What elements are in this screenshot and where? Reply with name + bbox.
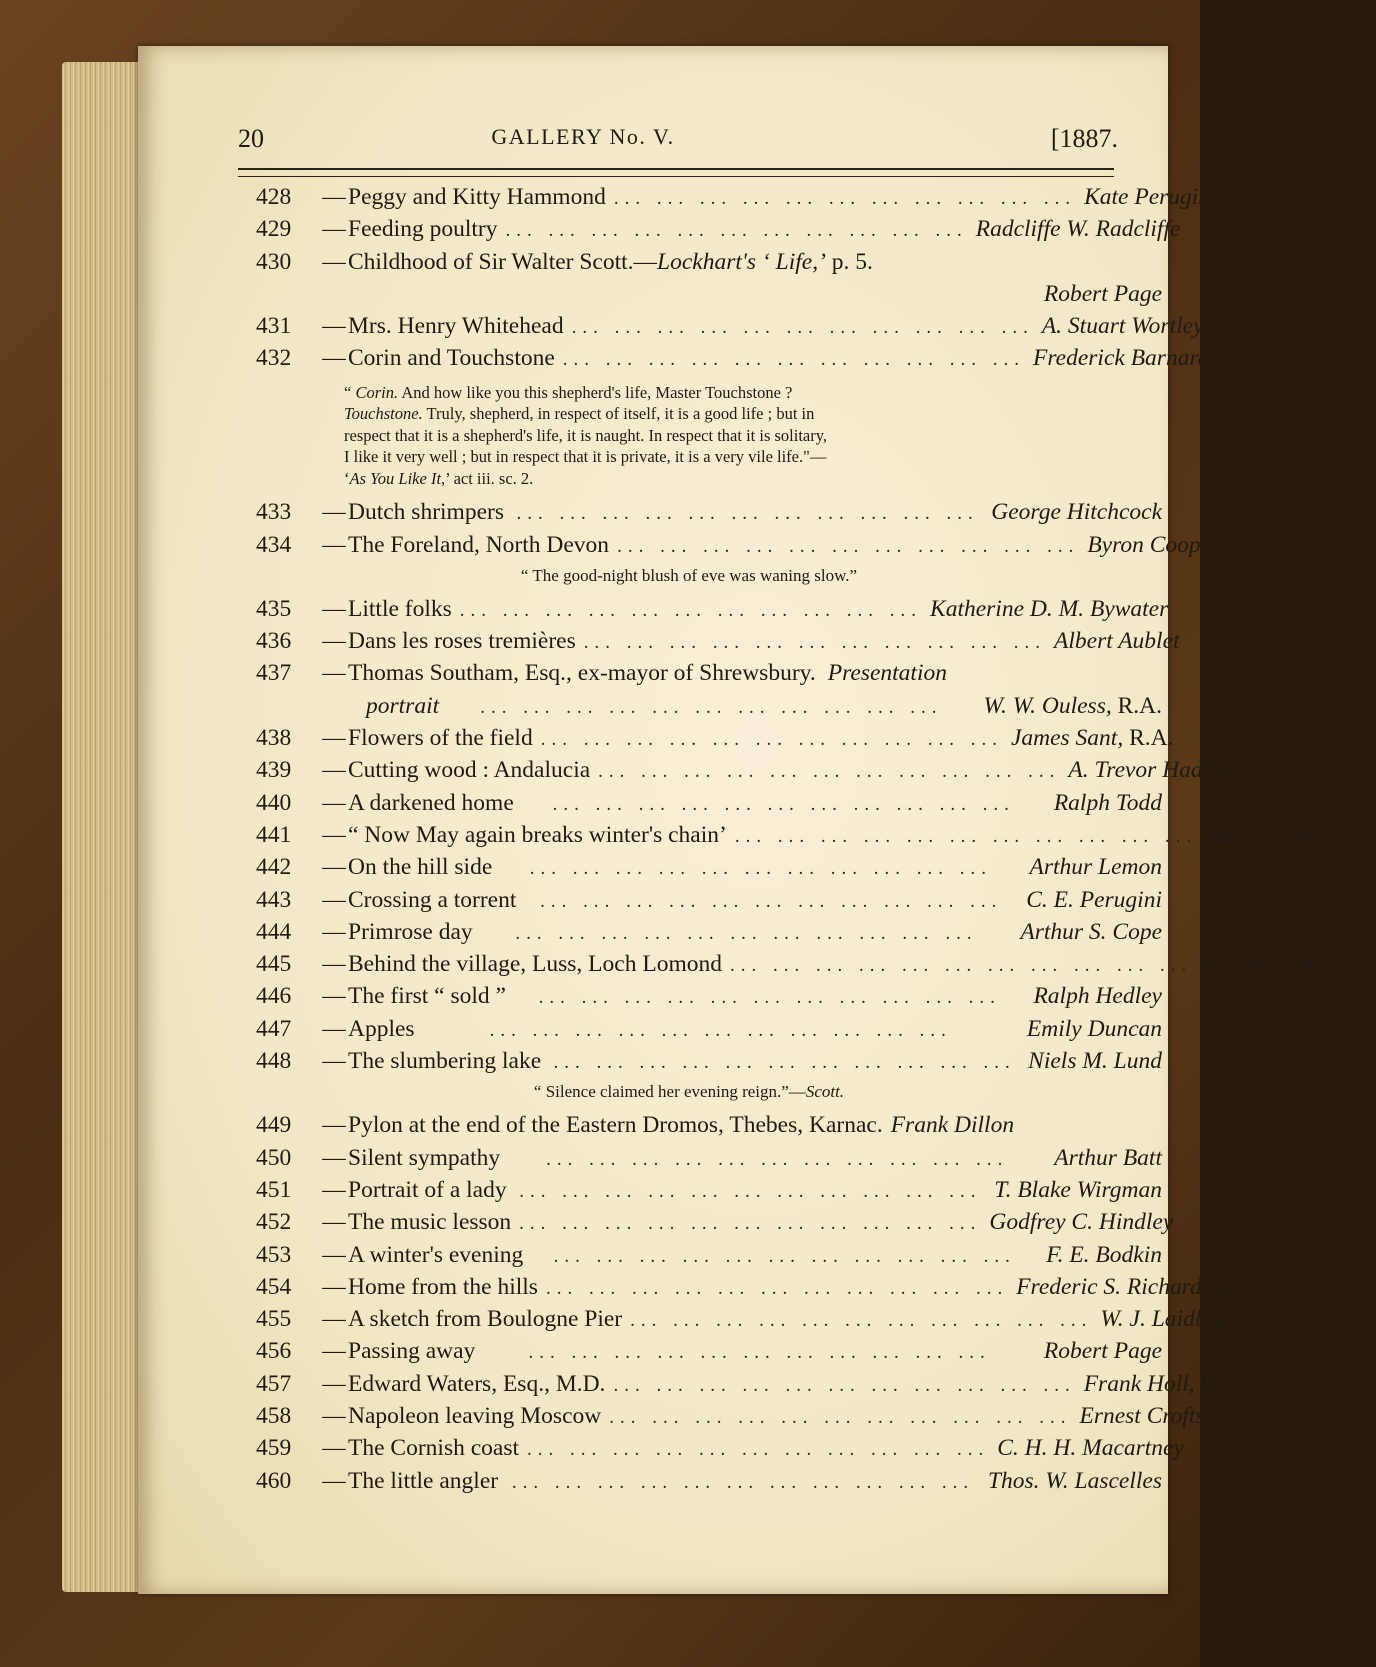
entry-number: 428 bbox=[256, 184, 292, 210]
entry-title: Flowers of the field bbox=[348, 725, 533, 752]
leader-dots: ... ... ... ... ... ... ... ... ... ... ... bbox=[489, 1019, 952, 1041]
entry-artist: Katherine D. M. Bywater bbox=[930, 595, 1169, 622]
entry-dash: — bbox=[322, 1209, 346, 1236]
entry-dash: — bbox=[322, 886, 346, 913]
entry-title: Thomas Southam, Esq., ex-mayor of Shrewsbury. bbox=[348, 660, 816, 687]
leader-dots: ... ... ... ... ... ... ... ... ... ... ... bbox=[540, 729, 1003, 751]
entry-artist: A. Trevor Haddon bbox=[1068, 757, 1238, 784]
entry-artist: C. H. H. Macartney bbox=[997, 1435, 1184, 1462]
entry-title: Silent sympathy bbox=[348, 1144, 501, 1171]
entry-artist: Ralph Todd bbox=[1053, 789, 1162, 816]
entry-title: Apples bbox=[348, 1015, 415, 1042]
entries-group bbox=[256, 184, 1217, 249]
entry-number: 453 bbox=[256, 1241, 292, 1268]
entry-number: 433 bbox=[256, 499, 292, 526]
entry-artist: Radcliffe W. Radcliffe bbox=[975, 216, 1181, 243]
entry-artist: Frank Holl, R.A. bbox=[1083, 1370, 1245, 1397]
entry-dash: — bbox=[322, 757, 346, 784]
leader-dots: ... ... ... ... ... ... ... ... ... ... ... bbox=[540, 890, 1003, 912]
entry-artist-line bbox=[256, 281, 1162, 313]
catalogue-entry bbox=[256, 854, 1162, 886]
leader-dots: ... ... ... ... ... ... ... ... ... ... ... bbox=[609, 1407, 1072, 1428]
catalogue-entry bbox=[256, 1209, 1174, 1241]
entry-number: 435 bbox=[256, 595, 292, 622]
entry-title: Corin and Touchstone bbox=[348, 345, 555, 372]
gallery-title: GALLERY No. V. bbox=[491, 124, 675, 149]
entry-artist: Arthur Batt bbox=[1054, 1144, 1162, 1171]
leader-dots: ... ... ... ... ... ... ... ... ... ... ... bbox=[734, 825, 1198, 847]
entry-title: Dans les roses tremières bbox=[348, 628, 576, 655]
entry-dash: — bbox=[322, 1048, 346, 1075]
entry-title: Primrose day bbox=[348, 918, 473, 945]
leader-dots: ... ... ... ... ... ... ... ... ... ... ... bbox=[617, 535, 1080, 557]
leader-dots: ... ... ... ... ... ... ... ... ... ... ... bbox=[546, 1148, 1009, 1170]
entry-title: Mrs. Henry Whitehead bbox=[348, 313, 564, 340]
leader-dots: ... ... ... ... ... ... ... ... ... ... ... bbox=[505, 220, 968, 242]
entry-dash: — bbox=[322, 1435, 346, 1462]
entry-dash: — bbox=[322, 1176, 346, 1203]
entry-dash: — bbox=[322, 725, 346, 752]
catalogue-entry bbox=[256, 345, 1210, 377]
entry-dash: — bbox=[322, 499, 346, 526]
catalogue-entry bbox=[256, 1338, 1162, 1370]
entry-number: 450 bbox=[256, 1144, 292, 1171]
entry-title: “ Now May again breaks winter's chain’ bbox=[348, 821, 727, 848]
leader-dots: ... ... ... ... ... ... ... ... ... ... ... bbox=[511, 1471, 975, 1493]
leader-dots: ... ... ... ... ... ... ... ... ... ... ... bbox=[529, 858, 992, 880]
leader-dots: ... ... ... ... ... ... ... ... ... ... ... bbox=[583, 632, 1046, 654]
entry-artist: Arthur S. Cope bbox=[1020, 918, 1162, 945]
entry-dash: — bbox=[322, 1403, 346, 1429]
page-number: 20 bbox=[238, 124, 264, 153]
catalogue-entry bbox=[256, 184, 1217, 216]
catalogue-entry bbox=[256, 1370, 1245, 1403]
entry-artist: T. Blake Wirgman bbox=[994, 1176, 1162, 1203]
entry-number: 436 bbox=[256, 628, 292, 655]
entry-number: 432 bbox=[256, 345, 292, 372]
entry-title: A winter's evening bbox=[348, 1241, 524, 1268]
leader-dots: ... ... ... ... ... ... ... ... ... ... ... bbox=[729, 955, 1193, 977]
catalogue-entry bbox=[256, 757, 1238, 789]
entry-dash: — bbox=[322, 1467, 346, 1494]
entry-dash: — bbox=[322, 821, 346, 848]
entry-number: 458 bbox=[256, 1403, 292, 1429]
catalogue-entry bbox=[256, 1177, 1162, 1209]
catalogue-entry bbox=[256, 951, 1376, 983]
page-header bbox=[238, 124, 1138, 164]
entry-artist: Byron Cooper bbox=[1087, 531, 1221, 558]
entry-dash: — bbox=[322, 1015, 346, 1042]
entry-title: Little folks bbox=[348, 595, 452, 622]
entry-dash: — bbox=[322, 1144, 346, 1171]
entry-artist: Niels M. Lund bbox=[1028, 1048, 1162, 1075]
catalogue-entry bbox=[256, 821, 1362, 854]
entry-number: 447 bbox=[256, 1015, 292, 1042]
quotation: “ Corin. And how like you this shepherd's life, Master Touchstone ? Touchstone. Truly, shepherd, in respect of itself, it is a good life ; but in respect that it is a shepherd's life, it is naught. In respect that it is solitary, I like it very well ; but in respect that it is private, it is a very vile life."— ‘As You Like It,’ act iii. sc. 2. bbox=[344, 382, 828, 488]
entry-artist: Godfrey C. Hindley bbox=[989, 1209, 1174, 1236]
entry-artist: Emily Duncan bbox=[1026, 1015, 1162, 1042]
entry-dash: — bbox=[322, 1112, 346, 1139]
entry-number: 429 bbox=[256, 216, 292, 243]
entry-title: Pylon at the end of the Eastern Dromos, Thebes, Karnac. bbox=[348, 1112, 883, 1139]
entry-artist: George Hitchcock bbox=[991, 499, 1162, 526]
entry-title: Edward Waters, Esq., M.D. bbox=[348, 1370, 606, 1397]
entry-number: 439 bbox=[256, 757, 292, 784]
entry-number: 460 bbox=[256, 1467, 292, 1494]
entry-artist: Hamilton Maxwell bbox=[1200, 951, 1376, 978]
entry-artist: W. J. Laidlay bbox=[1100, 1306, 1224, 1333]
entry-artist: Robert Page bbox=[1043, 1338, 1162, 1365]
catalogue-entry bbox=[256, 1435, 1184, 1467]
entry-title: Crossing a torrent bbox=[348, 886, 517, 913]
catalogue-page bbox=[138, 46, 1376, 1594]
entry-number: 446 bbox=[256, 983, 292, 1010]
entry-title: Feeding poultry bbox=[348, 216, 498, 243]
entry-dash: — bbox=[322, 789, 346, 816]
entry-number: 443 bbox=[256, 886, 292, 913]
entry-artist: Robert Page bbox=[1043, 280, 1162, 307]
leader-dots: ... ... ... ... ... ... ... ... ... ... ... bbox=[527, 1439, 990, 1461]
catalogue-entry bbox=[256, 595, 1169, 628]
entries-group bbox=[256, 313, 1210, 378]
leader-dots: ... ... ... ... ... ... ... ... ... ... ... bbox=[545, 1277, 1009, 1299]
entries-list bbox=[256, 184, 1376, 1500]
entry-title: The music lesson bbox=[348, 1209, 512, 1236]
catalogue-entry bbox=[256, 790, 1162, 822]
entry-number: 444 bbox=[256, 918, 292, 945]
entry-number: 452 bbox=[256, 1209, 292, 1236]
entry-dash: — bbox=[322, 854, 346, 881]
catalogue-entry bbox=[256, 1242, 1162, 1274]
leader-dots: ... ... ... ... ... ... ... ... ... ... ... bbox=[553, 1245, 1016, 1267]
catalogue-entry bbox=[256, 216, 1181, 248]
entry-note: Presentation bbox=[827, 660, 947, 687]
entry-title: Passing away bbox=[348, 1338, 476, 1365]
entry-title: Home from the hills bbox=[348, 1273, 538, 1300]
leader-dots: ... ... ... ... ... ... ... ... ... ... ... bbox=[613, 188, 1077, 209]
entry-number: 454 bbox=[256, 1273, 292, 1300]
entry-dash: — bbox=[322, 951, 346, 978]
entry-artist: James Sant, R.A. bbox=[1010, 725, 1174, 752]
entry-dash: — bbox=[322, 184, 346, 210]
entry-number: 441 bbox=[256, 821, 292, 848]
leader-dots: ... ... ... ... ... ... ... ... ... ... ... bbox=[571, 317, 1034, 339]
leader-dots: ... ... ... ... ... ... ... ... ... ... ... bbox=[552, 793, 1015, 815]
entry-number: 445 bbox=[256, 951, 292, 978]
entry-artist: W. W. Ouless, R.A. bbox=[983, 692, 1162, 719]
leader-dots: ... ... ... ... ... ... ... ... ... ... ... bbox=[528, 1342, 991, 1364]
leader-dots: ... ... ... ... ... ... ... ... ... ... ... bbox=[459, 599, 923, 621]
catalogue-entry bbox=[256, 249, 1162, 281]
catalogue-entry bbox=[256, 983, 1162, 1015]
catalogue-entry bbox=[256, 313, 1204, 345]
entry-number: 457 bbox=[256, 1370, 292, 1397]
quotation: “ Silence claimed her evening reign.”—Scott. bbox=[533, 1082, 845, 1102]
entry-dash: — bbox=[322, 983, 346, 1010]
entry-artist: Frank Dillon bbox=[890, 1112, 1015, 1139]
entry-artist: Thos. W. Lascelles bbox=[987, 1467, 1162, 1494]
leader-dots: ... ... ... ... ... ... ... ... ... ... ... bbox=[515, 922, 978, 944]
entry-artist: Walter D. Batley bbox=[1205, 821, 1362, 848]
entry-dash: — bbox=[322, 531, 346, 558]
quotation: “ The good-night blush of eve was waning slow.” bbox=[520, 565, 858, 585]
entry-title: Cutting wood : Andalucia bbox=[348, 757, 591, 784]
entry-dash: — bbox=[322, 660, 346, 687]
entry-title: The little angler bbox=[348, 1467, 499, 1494]
entry-artist: Albert Aublet bbox=[1054, 628, 1180, 655]
entry-number: 449 bbox=[256, 1112, 292, 1139]
entry-artist: F. E. Bodkin bbox=[1046, 1241, 1162, 1268]
entry-number: 459 bbox=[256, 1435, 292, 1462]
leader-dots: ... ... ... ... ... ... ... ... ... ... ... bbox=[613, 1374, 1076, 1396]
catalogue-entry bbox=[256, 499, 1162, 531]
entry-number: 451 bbox=[256, 1176, 292, 1203]
catalogue-entry bbox=[256, 887, 1162, 919]
entry-dash: — bbox=[322, 1370, 346, 1397]
leader-dots: ... ... ... ... ... ... ... ... ... ... ... bbox=[598, 761, 1061, 783]
entry-artist: Kate Perugini bbox=[1084, 184, 1217, 210]
entry-number: 430 bbox=[256, 248, 292, 275]
entry-title: Childhood of Sir Walter Scott.—Lockhart's ‘ Life,’ p. 5. bbox=[348, 248, 873, 275]
entry-dash: — bbox=[322, 1273, 346, 1300]
entry-number: 455 bbox=[256, 1306, 292, 1333]
entry-artist: Ernest Crofts, A. bbox=[1079, 1403, 1240, 1429]
catalogue-entry bbox=[256, 725, 1174, 757]
entry-artist: Ralph Hedley bbox=[1033, 983, 1162, 1010]
entry-number: 440 bbox=[256, 789, 292, 816]
entry-artist: Frederic S. Richardson bbox=[1016, 1273, 1235, 1300]
catalogue-entry bbox=[256, 531, 1221, 564]
entry-title: On the hill side bbox=[348, 854, 493, 881]
entry-dash: — bbox=[322, 1241, 346, 1268]
catalogue-entry bbox=[256, 1048, 1162, 1080]
entry-dash: — bbox=[322, 345, 346, 372]
entries-group bbox=[256, 499, 1221, 564]
entry-number: 438 bbox=[256, 725, 292, 752]
entry-dash: — bbox=[322, 1338, 346, 1365]
entry-dash: — bbox=[322, 1306, 346, 1333]
entry-title: Portrait of a lady bbox=[348, 1176, 507, 1203]
catalogue-entry bbox=[256, 628, 1180, 660]
entry-title: Peggy and Kitty Hammond bbox=[348, 184, 606, 210]
entry-number: 434 bbox=[256, 531, 292, 558]
entry-title: A darkened home bbox=[348, 789, 514, 816]
catalogue-entry bbox=[256, 1145, 1162, 1177]
entry-title: The first “ sold ” bbox=[348, 983, 506, 1010]
entry-title: The slumbering lake bbox=[348, 1048, 542, 1075]
entry-number: 442 bbox=[256, 854, 292, 881]
catalogue-entry bbox=[256, 1273, 1235, 1306]
header-rule bbox=[238, 168, 1114, 177]
leader-dots: ... ... ... ... ... ... ... ... ... ... ... bbox=[519, 1180, 982, 1202]
entry-title: Napoleon leaving Moscow bbox=[348, 1403, 602, 1429]
leader-dots: ... ... ... ... ... ... ... ... ... ... ... bbox=[562, 349, 1026, 371]
entry-title: Dutch shrimpers bbox=[348, 499, 504, 526]
entry-dash: — bbox=[322, 313, 346, 340]
entry-title: A sketch from Boulogne Pier bbox=[348, 1306, 623, 1333]
entry-dash: — bbox=[322, 628, 346, 655]
entry-note: portrait bbox=[366, 692, 440, 719]
entry-artist: A. Stuart Wortley bbox=[1041, 313, 1204, 340]
catalogue-entry bbox=[256, 660, 1162, 692]
entry-artist: Frederick Barnard bbox=[1033, 345, 1210, 372]
entry-dash: — bbox=[322, 216, 346, 243]
entries-group bbox=[256, 1144, 1245, 1500]
entry-title: Behind the village, Luss, Loch Lomond bbox=[348, 951, 722, 978]
entry-dash: — bbox=[322, 248, 346, 275]
catalogue-entry bbox=[256, 1112, 1162, 1144]
entry-title: The Cornish coast bbox=[348, 1435, 519, 1462]
entry-dash: — bbox=[322, 918, 346, 945]
catalogue-entry bbox=[256, 1468, 1162, 1500]
catalogue-entry bbox=[256, 1016, 1162, 1048]
entry-number: 448 bbox=[256, 1048, 292, 1075]
page-edges bbox=[62, 62, 142, 1592]
entry-dash: — bbox=[322, 595, 346, 622]
entries-group bbox=[256, 595, 1180, 661]
catalogue-entry bbox=[256, 919, 1162, 951]
leader-dots: ... ... ... ... ... ... ... ... ... ... ... bbox=[538, 987, 1001, 1009]
entry-title: The Foreland, North Devon bbox=[348, 531, 610, 558]
catalogue-entry bbox=[256, 1403, 1240, 1435]
entry-number: 437 bbox=[256, 660, 292, 687]
entry-continuation bbox=[256, 693, 1162, 725]
leader-dots: ... ... ... ... ... ... ... ... ... ... ... bbox=[480, 696, 943, 718]
entries-group bbox=[256, 725, 1376, 1080]
leader-dots: ... ... ... ... ... ... ... ... ... ... ... bbox=[630, 1310, 1093, 1332]
entry-number: 456 bbox=[256, 1338, 292, 1365]
entry-artist: Arthur Lemon bbox=[1029, 854, 1162, 881]
leader-dots: ... ... ... ... ... ... ... ... ... ... ... bbox=[519, 1213, 982, 1235]
entry-number: 431 bbox=[256, 313, 292, 340]
leader-dots: ... ... ... ... ... ... ... ... ... ... ... bbox=[553, 1052, 1016, 1074]
leader-dots: ... ... ... ... ... ... ... ... ... ... ... bbox=[516, 503, 979, 525]
year: [1887. bbox=[1050, 124, 1118, 153]
catalogue-entry bbox=[256, 1306, 1224, 1338]
entry-artist: C. E. Perugini bbox=[1026, 886, 1162, 913]
